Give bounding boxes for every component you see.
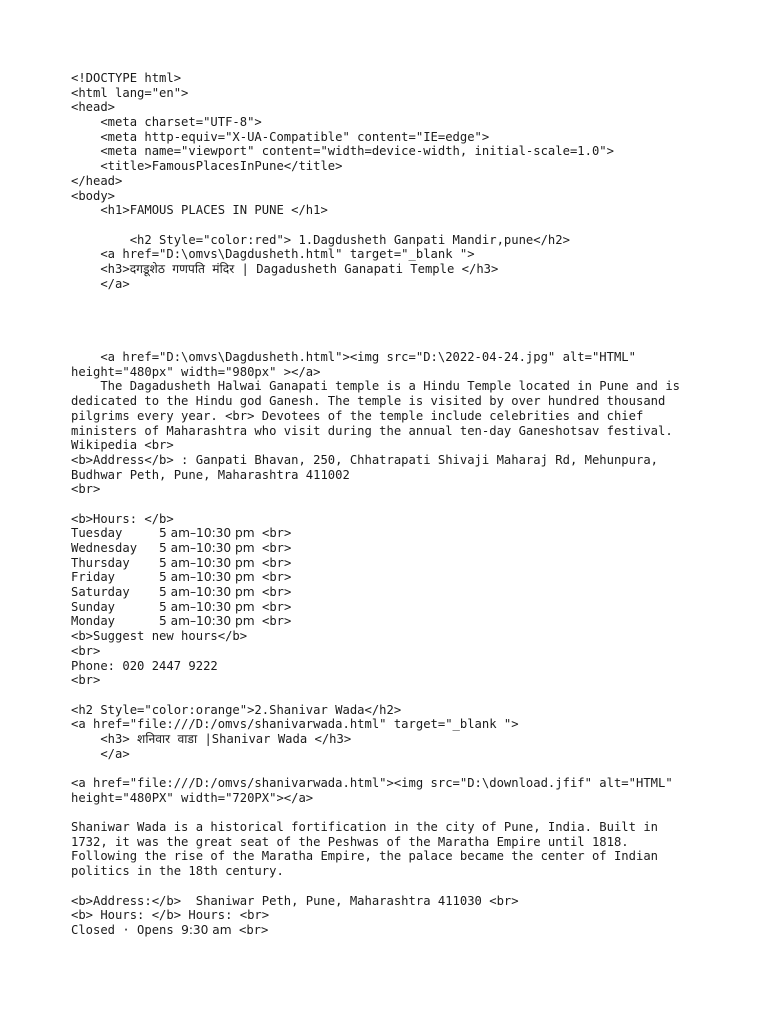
hours-br-tag: <br> [254, 541, 292, 555]
hours-day: Wednesday [71, 541, 138, 555]
source-line-5: <meta name="viewport" content="width=device-width, initial-scale=1.0"> [71, 144, 614, 159]
source-body-line-18: <b>Address:</b> Shaniwar Peth, Pune, Maharashtra 411030 <br> [71, 893, 519, 908]
hours-row [71, 541, 761, 556]
source-body-line-3: <br> [71, 673, 101, 688]
source-body-line-12 [71, 805, 761, 820]
source-line-30: <b>Hours: </b> [71, 511, 174, 526]
hours-br-tag: <br> [254, 570, 292, 585]
hours-time: 5 am–10:30 pm [159, 585, 255, 600]
source-body-line-7: <h3> शनिवार वाडा |Shanivar Wada </h3> [71, 731, 352, 746]
hours-day: Friday [71, 570, 116, 585]
source-line-25: Wikipedia <br> [71, 438, 174, 453]
source-line-1: <html lang="en"> [71, 85, 189, 100]
source-line-26: <b>Address</b> : Ganpati Bhavan, 250, Chhatrapati Shivaji Maharaj Rd, Mehunpura, [71, 452, 658, 467]
source-body-line-19: <b> Hours: </b> Hours: <br> [71, 908, 270, 923]
temple-hours-list [71, 526, 761, 629]
hours-row [71, 585, 761, 600]
source-body-line-10: <a href="file:///D:/omvs/shanivarwada.html"><img src="D:\download.jfif" alt="HTML" [71, 776, 673, 790]
hours-time: 5 am–10:30 pm [159, 541, 255, 555]
source-body-line-1: <br> [71, 643, 101, 658]
source-line-19: <a href="D:\omvs\Dagdusheth.html"><img src="D:\2022-04-24.jpg" alt="HTML" [71, 350, 636, 365]
hours-day: Saturday [71, 585, 130, 600]
hours-row [71, 556, 761, 571]
source-line-9: <h1>FAMOUS PLACES IN PUNE </h1> [71, 203, 328, 218]
source-line-16 [71, 306, 761, 321]
hours-day: Thursday [71, 555, 130, 570]
source-line-3: <meta charset="UTF-8"> [71, 115, 262, 130]
source-line-22: dedicated to the Hindu god Ganesh. The temple is visited by over hundred thousand [71, 394, 666, 409]
source-body-line-0: <b>Suggest new hours</b> [71, 629, 248, 644]
hours-time: 5 am–10:30 pm [159, 555, 255, 570]
source-body-line-5: <h2 Style="color:orange">2.Shanivar Wada</h2> [71, 702, 402, 717]
source-body-line-6: <a href="file:///D:/omvs/shanivarwada.html" target="_blank "> [71, 717, 519, 732]
hours-time: 5 am–10:30 pm [159, 599, 255, 614]
source-line-4: <meta http-equiv="X-UA-Compatible" content="IE=edge"> [71, 129, 490, 144]
source-line-18 [71, 335, 761, 350]
source-body-line-15: Following the rise of the Maratha Empire, the palace became the center of Indian [71, 849, 658, 864]
document-page [71, 71, 761, 938]
source-line-2: <head> [71, 100, 116, 115]
source-body-line-16: politics in the 18th century. [71, 864, 284, 879]
source-line-17 [71, 321, 761, 336]
shaniwar-hours-line: Closed · Opens 9:30 am <br> [71, 922, 269, 937]
source-line-20: height="480px" width="980px" ></a> [71, 364, 321, 379]
hours-day: Tuesday [71, 526, 123, 541]
hours-time: 5 am–10:30 pm [159, 570, 255, 585]
source-line-0: <!DOCTYPE html> [71, 71, 182, 85]
source-body-line-13: Shaniwar Wada is a historical fortification in the city of Pune, India. Built in [71, 820, 658, 835]
source-body-line-4 [71, 688, 761, 703]
hours-day: Sunday [71, 599, 116, 614]
source-body-line-14: 1732, it was the great seat of the Peshwas of the Maratha Empire until 1818. [71, 834, 629, 849]
source-line-14: </a> [71, 276, 130, 291]
hours-time: 5 am–10:30 pm [159, 526, 255, 541]
source-line-27: Budhwar Peth, Pune, Maharashtra 411002 [71, 467, 350, 482]
hours-br-tag: <br> [254, 526, 292, 541]
source-body-line-9 [71, 761, 761, 776]
hours-br-tag: <br> [254, 599, 292, 614]
source-line-24: ministers of Maharashtra who visit during the annual ten-day Ganeshotsav festival. [71, 423, 673, 438]
hours-row [71, 600, 761, 615]
source-body-line-17 [71, 879, 761, 894]
hours-br-tag: <br> [254, 555, 292, 570]
html-source-header-block [71, 71, 761, 526]
hours-time: 5 am–10:30 pm [159, 614, 255, 629]
hours-br-tag: <br> [254, 614, 292, 629]
html-source-body-block [71, 629, 761, 923]
source-line-6: <title>FamousPlacesInPune</title> [71, 159, 343, 174]
source-body-line-2: Phone: 020 2447 9222 [71, 658, 218, 673]
source-line-13: <h3>दगडूशेठ गणपति मंदिर | Dagadusheth Ganapati Temple </h3> [71, 261, 499, 276]
source-body-line-11: height="480PX" width="720PX"></a> [71, 790, 314, 805]
source-line-23: pilgrims every year. <br> Devotees of the temple include celebrities and chief [71, 408, 644, 423]
hours-row [71, 570, 761, 585]
source-line-29 [71, 497, 761, 512]
hours-br-tag: <br> [254, 585, 292, 600]
source-line-11: <h2 Style="color:red"> 1.Dagdusheth Ganpati Mandir,pune</h2> [71, 232, 570, 247]
source-line-28: <br> [71, 482, 101, 497]
source-line-12: <a href="D:\omvs\Dagdusheth.html" target="_blank "> [71, 247, 475, 262]
source-line-7: </head> [71, 173, 123, 188]
source-line-15 [71, 291, 761, 306]
source-body-line-8: </a> [71, 746, 130, 761]
hours-row [71, 526, 761, 541]
source-line-10 [71, 218, 761, 233]
source-line-8: <body> [71, 188, 116, 203]
hours-row [71, 614, 761, 629]
source-line-21: The Dagadusheth Halwai Ganapati temple is a Hindu Temple located in Pune and is [71, 379, 681, 394]
hours-day: Monday [71, 614, 116, 629]
